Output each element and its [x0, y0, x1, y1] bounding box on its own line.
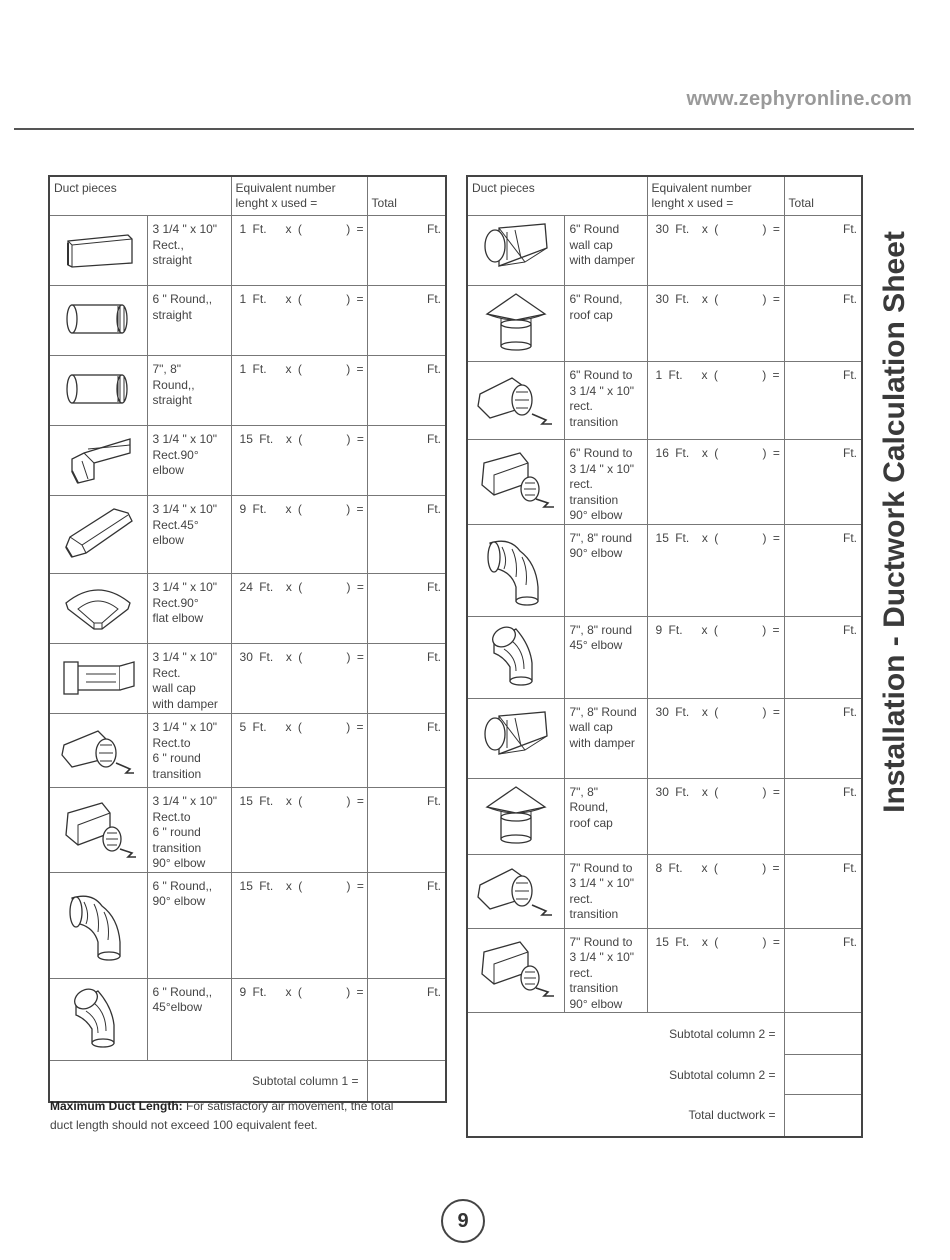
duct-piece-description: 6 " Round,, straight [147, 286, 231, 356]
side-title-container [870, 172, 920, 872]
note-heading: Maximum Duct Length: [50, 1099, 183, 1113]
subtotal-column-2-label: Subtotal column 2 = [467, 1013, 784, 1055]
duct-piece-illustration-cell [467, 616, 564, 698]
duct-piece-description: 6" Round to 3 1/4 " x 10" rect. transition [564, 362, 647, 440]
total-feet-cell[interactable]: Ft. [784, 286, 862, 362]
equivalent-length-formula[interactable]: 15 Ft. x ( ) = [647, 928, 784, 1013]
total-feet-cell[interactable]: Ft. [784, 928, 862, 1013]
duct-piece-description: 6" Round wall cap with damper [564, 216, 647, 286]
duct-piece-illustration-cell [467, 928, 564, 1013]
duct-piece-description: 3 1/4 " x 10" Rect., straight [147, 216, 231, 286]
duct-piece-description: 3 1/4 " x 10" Rect. wall cap with damper [147, 644, 231, 714]
round-45-elbow-icon [64, 1042, 132, 1056]
total-feet-cell[interactable]: Ft. [367, 216, 446, 286]
max-duct-length-note [50, 1097, 450, 1135]
duct-piece-row [49, 574, 446, 644]
column-header-total: Total [367, 176, 446, 216]
duct-piece-illustration-cell [467, 440, 564, 525]
duct-piece-illustration-cell [49, 216, 147, 286]
duct-piece-row [49, 496, 446, 574]
duct-piece-description: 6 " Round,, 90° elbow [147, 872, 231, 978]
duct-piece-illustration-cell [467, 524, 564, 616]
equivalent-length-formula[interactable]: 30 Ft. x ( ) = [231, 644, 367, 714]
duct-piece-description: 7", 8" round 90° elbow [564, 524, 647, 616]
column-header-pieces: Duct pieces [467, 176, 647, 216]
subtotal-column-1-label: Subtotal column 1 = [49, 1060, 367, 1102]
duct-piece-row [49, 286, 446, 356]
rect-to-round-elbow-transition-icon [54, 852, 142, 866]
round-to-rect-transition-icon [472, 910, 560, 924]
duct-piece-illustration-cell [467, 286, 564, 362]
duct-piece-row [467, 854, 862, 928]
equivalent-length-formula[interactable]: 15 Ft. x ( ) = [647, 524, 784, 616]
duct-piece-illustration-cell [49, 644, 147, 714]
duct-piece-description: 3 1/4 " x 10" Rect.45° elbow [147, 496, 231, 574]
duct-piece-illustration-cell [467, 778, 564, 854]
duct-table-left [48, 175, 447, 1103]
website-url: www.zephyronline.com [686, 88, 912, 110]
header-rule [14, 128, 914, 130]
rect-to-round-transition-icon [54, 768, 142, 782]
equivalent-length-formula[interactable]: 30 Ft. x ( ) = [647, 778, 784, 854]
duct-piece-illustration-cell [49, 714, 147, 788]
duct-piece-illustration-cell [49, 574, 147, 644]
rect-wall-cap-icon [56, 691, 140, 705]
duct-piece-description: 6" Round, roof cap [564, 286, 647, 362]
round-roof-cap-icon [483, 836, 549, 850]
duct-piece-illustration-cell [467, 854, 564, 928]
total-feet-cell[interactable]: Ft. [784, 854, 862, 928]
round-90-elbow-icon [480, 598, 552, 612]
duct-piece-description: 3 1/4 " x 10" Rect.to 6 " round transition [147, 714, 231, 788]
equivalent-length-formula[interactable]: 24 Ft. x ( ) = [231, 574, 367, 644]
page-number: 9 [441, 1199, 485, 1243]
duct-piece-row [49, 216, 446, 286]
total-ductwork-label: Total ductwork = [467, 1095, 784, 1137]
equivalent-length-formula[interactable]: 1 Ft. x ( ) = [647, 362, 784, 440]
duct-piece-illustration-cell [49, 496, 147, 574]
total-feet-cell[interactable]: Ft. [784, 778, 862, 854]
column-header-total: Total [784, 176, 862, 216]
total-feet-cell[interactable]: Ft. [784, 524, 862, 616]
rect-90-elbow-icon [58, 476, 138, 490]
duct-piece-description: 3 1/4 " x 10" Rect.90° flat elbow [147, 574, 231, 644]
duct-piece-description: 3 1/4 " x 10" Rect.to 6 " round transition 90° elbow [147, 788, 231, 873]
duct-table-right [466, 175, 863, 1138]
duct-piece-row [49, 644, 446, 714]
duct-piece-row [467, 698, 862, 778]
duct-piece-row [49, 356, 446, 426]
duct-piece-row [467, 616, 862, 698]
round-to-rect-elbow-transition-icon [472, 993, 560, 1007]
duct-piece-row [467, 440, 862, 525]
equivalent-length-formula[interactable]: 9 Ft. x ( ) = [231, 978, 367, 1060]
total-feet-cell[interactable]: Ft. [367, 286, 446, 356]
equivalent-length-formula[interactable]: 9 Ft. x ( ) = [647, 616, 784, 698]
duct-piece-row [467, 286, 862, 362]
column-header-pieces: Duct pieces [49, 176, 231, 216]
duct-piece-description: 6 " Round,, 45°elbow [147, 978, 231, 1060]
rect-straight-duct-icon [58, 260, 138, 274]
duct-piece-row [467, 524, 862, 616]
total-feet-cell[interactable]: Ft. [784, 440, 862, 525]
equivalent-length-formula[interactable]: 16 Ft. x ( ) = [647, 440, 784, 525]
duct-piece-description: 3 1/4 " x 10" Rect.90° elbow [147, 426, 231, 496]
round-to-rect-transition-icon [472, 419, 560, 433]
duct-piece-illustration-cell [49, 788, 147, 873]
total-feet-cell[interactable]: Ft. [367, 574, 446, 644]
duct-piece-description: 7", 8" Round wall cap with damper [564, 698, 647, 778]
duct-piece-row [49, 714, 446, 788]
total-feet-cell[interactable]: Ft. [367, 978, 446, 1060]
subtotal-column-2-repeat-label: Subtotal column 2 = [467, 1055, 784, 1095]
total-feet-cell[interactable]: Ft. [784, 616, 862, 698]
equivalent-length-formula[interactable]: 15 Ft. x ( ) = [231, 788, 367, 873]
duct-piece-row [49, 978, 446, 1060]
total-feet-cell[interactable]: Ft. [784, 216, 862, 286]
duct-piece-row [49, 426, 446, 496]
duct-piece-illustration-cell [49, 872, 147, 978]
duct-piece-row [49, 872, 446, 978]
duct-piece-description: 7" Round to 3 1/4 " x 10" rect. transition [564, 854, 647, 928]
subtotal-column-1-box[interactable] [367, 1060, 446, 1102]
duct-piece-description: 7", 8" Round, roof cap [564, 778, 647, 854]
duct-piece-description: 6" Round to 3 1/4 " x 10" rect. transition 90° elbow [564, 440, 647, 525]
total-feet-cell[interactable]: Ft. [367, 496, 446, 574]
note-text: For satisfactory air movement, the total duct length should not exceed 100 equivalent feet. [50, 1099, 394, 1132]
round-45-elbow-icon [482, 680, 550, 694]
equivalent-length-formula[interactable]: 5 Ft. x ( ) = [231, 714, 367, 788]
round-90-elbow-icon [62, 953, 134, 967]
total-feet-cell[interactable]: Ft. [367, 426, 446, 496]
total-feet-cell[interactable]: Ft. [784, 362, 862, 440]
equivalent-length-formula[interactable]: 30 Ft. x ( ) = [647, 286, 784, 362]
column-header-equivalent: Equivalent number lenght x used = [647, 176, 784, 216]
total-feet-cell[interactable]: Ft. [367, 644, 446, 714]
duct-piece-illustration-cell [49, 978, 147, 1060]
equivalent-length-formula[interactable]: 9 Ft. x ( ) = [231, 496, 367, 574]
total-feet-cell[interactable]: Ft. [367, 356, 446, 426]
equivalent-length-formula[interactable]: 15 Ft. x ( ) = [231, 426, 367, 496]
duct-piece-row [467, 928, 862, 1013]
round-straight-duct-icon [60, 328, 136, 342]
total-feet-cell[interactable]: Ft. [784, 698, 862, 778]
duct-piece-illustration-cell [467, 698, 564, 778]
equivalent-length-formula[interactable]: 1 Ft. x ( ) = [231, 356, 367, 426]
column-header-equivalent: Equivalent number lenght x used = [231, 176, 367, 216]
equivalent-length-formula[interactable]: 30 Ft. x ( ) = [647, 216, 784, 286]
round-wall-cap-icon [473, 755, 559, 769]
total-feet-cell[interactable]: Ft. [367, 788, 446, 873]
total-ductwork-box[interactable] [784, 1095, 862, 1137]
duct-piece-description: 7", 8" Round,, straight [147, 356, 231, 426]
rect-flat-elbow-icon [58, 624, 138, 638]
duct-piece-row [467, 216, 862, 286]
equivalent-length-formula[interactable]: 8 Ft. x ( ) = [647, 854, 784, 928]
duct-piece-illustration-cell [49, 286, 147, 356]
total-feet-cell[interactable]: Ft. [367, 714, 446, 788]
duct-piece-description: 7" Round to 3 1/4 " x 10" rect. transition 90° elbow [564, 928, 647, 1013]
duct-piece-illustration-cell [49, 356, 147, 426]
subtotal-column-2-box[interactable] [784, 1013, 862, 1055]
equivalent-length-formula[interactable]: 30 Ft. x ( ) = [647, 698, 784, 778]
round-wall-cap-icon [473, 267, 559, 281]
duct-piece-row [467, 778, 862, 854]
duct-piece-illustration-cell [49, 426, 147, 496]
duct-piece-description: 7", 8" round 45° elbow [564, 616, 647, 698]
duct-piece-illustration-cell [467, 362, 564, 440]
round-straight-duct-icon [60, 398, 136, 412]
equivalent-length-formula[interactable]: 15 Ft. x ( ) = [231, 872, 367, 978]
duct-piece-row [49, 788, 446, 873]
equivalent-length-formula[interactable]: 1 Ft. x ( ) = [231, 216, 367, 286]
duct-piece-illustration-cell [467, 216, 564, 286]
round-to-rect-elbow-transition-icon [472, 504, 560, 518]
round-roof-cap-icon [483, 343, 549, 357]
subtotal-column-2-repeat-box[interactable] [784, 1055, 862, 1095]
rect-45-elbow-icon [56, 554, 140, 568]
total-feet-cell[interactable]: Ft. [367, 872, 446, 978]
equivalent-length-formula[interactable]: 1 Ft. x ( ) = [231, 286, 367, 356]
duct-piece-row [467, 362, 862, 440]
side-title: Installation - Ductwork Calculation Sheet [878, 231, 911, 813]
